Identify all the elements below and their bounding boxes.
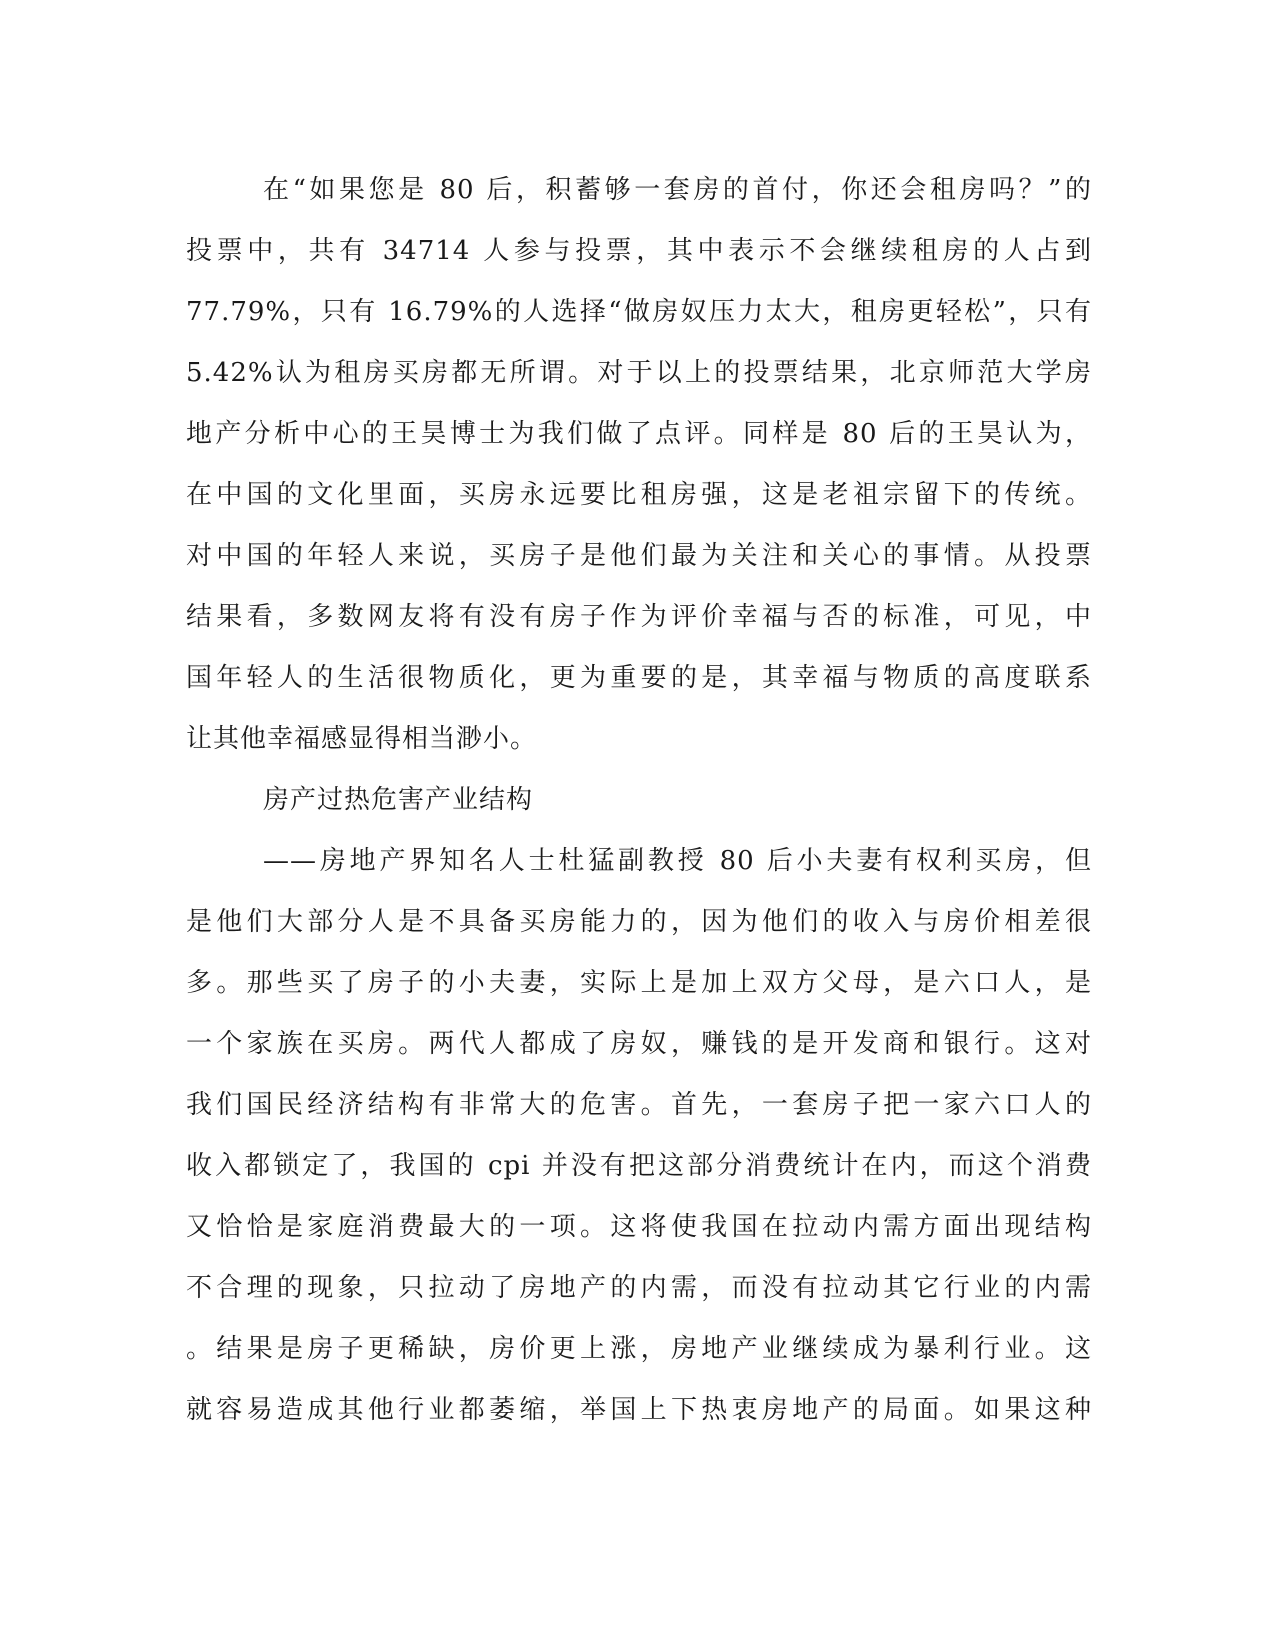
text-line: 在中国的文化里面，买房永远要比租房强，这是老祖宗留下的传统。 <box>186 480 1092 510</box>
text-line: 一个家族在买房。两代人都成了房奴，赚钱的是开发商和银行。这对 <box>186 1029 1092 1059</box>
document-body <box>186 160 1092 1441</box>
text-line: 。结果是房子更稀缺，房价更上涨，房地产业继续成为暴利行业。这 <box>186 1334 1092 1364</box>
text-line: 多。那些买了房子的小夫妻，实际上是加上双方父母，是六口人，是 <box>186 968 1092 998</box>
text-line: 就容易造成其他行业都萎缩，举国上下热衷房地产的局面。如果这种 <box>186 1395 1092 1425</box>
text-line: 国年轻人的生活很物质化，更为重要的是，其幸福与物质的高度联系 <box>186 663 1092 693</box>
text-line: 是他们大部分人是不具备买房能力的，因为他们的收入与房价相差很 <box>186 907 1092 937</box>
text-line: 又恰恰是家庭消费最大的一项。这将使我国在拉动内需方面出现结构 <box>186 1212 1092 1242</box>
text-line: 在“如果您是 80 后，积蓄够一套房的首付，你还会租房吗？”的 <box>263 175 1092 205</box>
text-line: 77.79%，只有 16.79%的人选择“做房奴压力太大，租房更轻松”，只有 <box>186 297 1092 327</box>
text-line: 地产分析中心的王昊博士为我们做了点评。同样是 80 后的王昊认为， <box>186 419 1092 449</box>
text-line: 不合理的现象，只拉动了房地产的内需，而没有拉动其它行业的内需 <box>186 1273 1092 1303</box>
text-line: 5.42%认为租房买房都无所谓。对于以上的投票结果，北京师范大学房 <box>186 358 1092 388</box>
text-line: 我们国民经济结构有非常大的危害。首先，一套房子把一家六口人的 <box>186 1090 1092 1120</box>
text-line: 投票中，共有 34714 人参与投票，其中表示不会继续租房的人占到 <box>186 236 1092 266</box>
text-line: 对中国的年轻人来说，买房子是他们最为关注和关心的事情。从投票 <box>186 541 1092 571</box>
text-line: 让其他幸福感显得相当渺小。 <box>186 724 538 754</box>
text-line: 收入都锁定了，我国的 cpi 并没有把这部分消费统计在内，而这个消费 <box>186 1151 1092 1181</box>
text-line: ——房地产界知名人士杜猛副教授 80 后小夫妻有权利买房，但 <box>263 846 1092 876</box>
text-line: 结果看，多数网友将有没有房子作为评价幸福与否的标准，可见，中 <box>186 602 1092 632</box>
section-heading: 房产过热危害产业结构 <box>263 785 534 815</box>
